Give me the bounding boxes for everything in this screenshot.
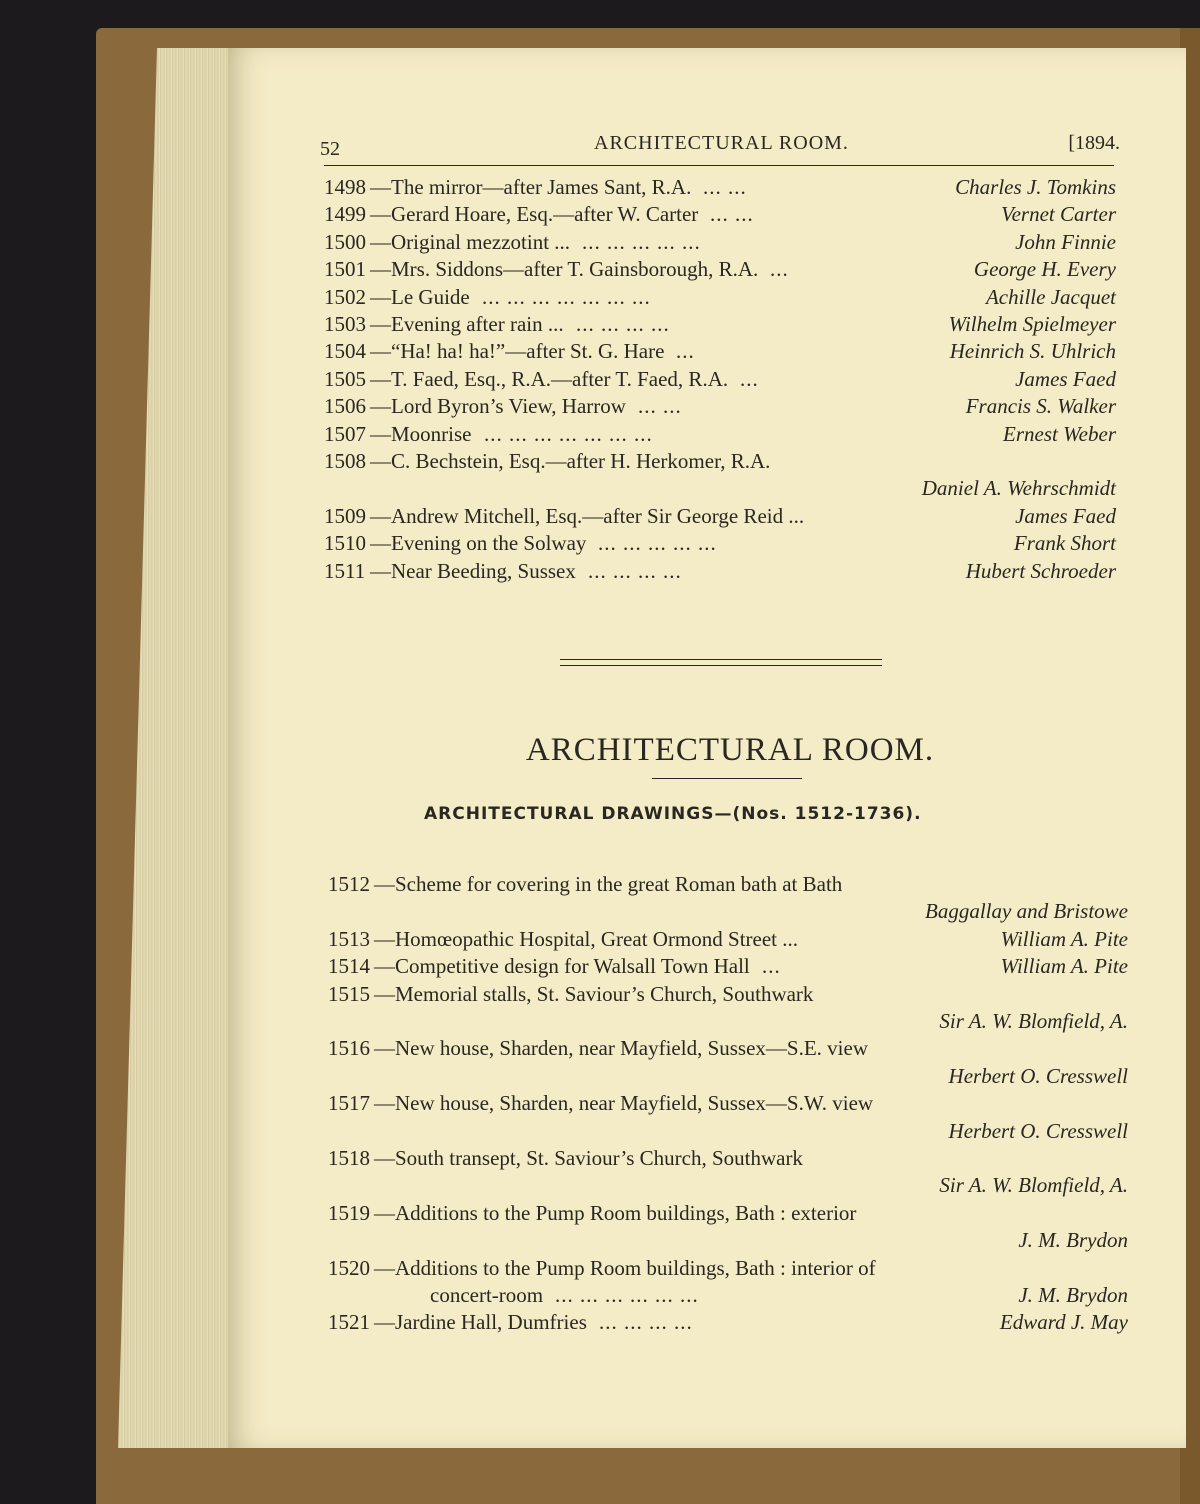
leader-dots: ... ... ... ... ... ... ...	[482, 284, 651, 309]
leader-dots: ... ... ... ...	[599, 1310, 693, 1335]
catalogue-entry	[328, 982, 1128, 1010]
entry-title: concert-room	[430, 1283, 544, 1307]
entry-number: 1503	[324, 312, 366, 336]
entry-number: 1519	[328, 1200, 370, 1225]
catalogue-entry	[328, 872, 1128, 900]
leader-dots: ... ... ... ...	[588, 558, 682, 583]
entry-title: —Mrs. Siddons—after T. Gainsborough, R.A.	[370, 257, 759, 282]
entry-title: —New house, Sharden, near Mayfield, Sussex—S.W. view	[374, 1091, 874, 1116]
entry-artist: William A. Pite	[1000, 926, 1128, 951]
entry-number: 1501	[324, 257, 366, 282]
catalogue-entry	[328, 1091, 1128, 1119]
entry-number: 1513	[328, 926, 370, 951]
leader-dots: ... ... ... ...	[576, 312, 670, 336]
catalogue-entry	[324, 312, 1116, 340]
running-header	[320, 132, 1120, 162]
catalogue-entry	[328, 1064, 1128, 1092]
entry-title: —Homœopathic Hospital, Great Ormond Street ...	[374, 926, 798, 951]
catalogue-entry	[328, 1201, 1128, 1229]
catalogue-entry	[328, 1173, 1128, 1201]
entry-number: 1500	[324, 229, 366, 254]
entry-number: 1504	[324, 339, 366, 364]
entry-number: 1499	[324, 202, 366, 227]
catalogue-entry	[324, 257, 1116, 285]
entry-number: 1508	[324, 449, 366, 473]
entry-title: —Lord Byron’s View, Harrow	[370, 394, 626, 419]
leader-dots: ...	[762, 954, 781, 979]
entry-title: —Evening on the Solway	[370, 531, 587, 556]
entry-title: —Competitive design for Walsall Town Hall	[374, 954, 750, 979]
catalogue-entry	[324, 175, 1116, 203]
catalogue-entry	[324, 476, 1116, 504]
catalogue-entry	[328, 1283, 1128, 1311]
entry-artist: Francis S. Walker	[965, 394, 1116, 419]
entry-number: 1515	[328, 981, 370, 1006]
catalogue-entry	[324, 394, 1116, 422]
leader-dots: ... ...	[710, 202, 754, 227]
entry-number: 1506	[324, 394, 366, 419]
entry-artist: J. M. Brydon	[1018, 1228, 1128, 1253]
catalogue-entry	[324, 230, 1116, 258]
leader-dots: ... ... ... ... ...	[598, 531, 717, 556]
catalogue-entry	[328, 899, 1128, 927]
entry-title: —Evening after rain ...	[370, 312, 564, 336]
entry-title: —“Ha! ha! ha!”—after St. G. Hare	[370, 339, 665, 364]
section-title: ARCHITECTURAL ROOM.	[525, 732, 935, 768]
section-subtitle: ARCHITECTURAL DRAWINGS—(Nos. 1512-1736).	[424, 804, 922, 824]
entry-title: —Scheme for covering in the great Roman bath at Bath	[374, 872, 843, 896]
catalogue-entry	[328, 1146, 1128, 1174]
catalogue-entry	[324, 285, 1116, 313]
entry-artist: Wilhelm Spielmeyer	[948, 312, 1116, 336]
entry-number: 1510	[324, 531, 366, 556]
catalogue-entry	[328, 927, 1128, 955]
entry-artist: Edward J. May	[999, 1310, 1128, 1335]
entry-number: 1505	[324, 366, 366, 391]
entry-number: 1509	[324, 503, 366, 528]
leader-dots: ... ...	[638, 394, 682, 419]
entry-number: 1520	[328, 1255, 370, 1280]
entry-artist: Heinrich S. Uhlrich	[949, 339, 1116, 364]
entry-number: 1512	[328, 872, 370, 896]
entry-artist: Frank Short	[1013, 531, 1116, 556]
entry-title: —Jardine Hall, Dumfries	[374, 1310, 587, 1335]
leader-dots: ... ... ... ... ...	[582, 229, 701, 254]
entry-artist: Herbert O. Cresswell	[948, 1063, 1128, 1088]
entry-artist: Baggallay and Bristowe	[925, 899, 1128, 924]
entry-title: —Original mezzotint ...	[370, 229, 571, 254]
catalogue-entry	[328, 954, 1128, 982]
entry-artist: Ernest Weber	[1003, 421, 1116, 446]
catalogue-entry	[328, 1228, 1128, 1256]
entry-title: —New house, Sharden, near Mayfield, Sussex—S.E. view	[374, 1036, 868, 1061]
catalogue-entry	[324, 367, 1116, 395]
header-year: [1894.	[1068, 132, 1120, 154]
entry-title: —The mirror—after James Sant, R.A.	[370, 175, 692, 199]
entry-title: —Le Guide	[370, 284, 470, 309]
entry-number: 1502	[324, 284, 366, 309]
catalogue-entry	[324, 449, 1116, 477]
entry-title: —Moonrise	[370, 421, 472, 446]
entry-title: —Gerard Hoare, Esq.—after W. Carter	[370, 202, 699, 227]
entry-artist: J. M. Brydon	[1018, 1283, 1128, 1307]
entry-title: —Memorial stalls, St. Saviour’s Church, Southwark	[374, 981, 814, 1006]
entry-number: 1511	[324, 558, 366, 583]
leader-dots: ... ... ... ... ... ... ...	[484, 421, 653, 446]
entry-artist: George H. Every	[973, 257, 1116, 282]
entry-title: —C. Bechstein, Esq.—after H. Herkomer, R.A.	[370, 449, 771, 473]
catalogue-entry	[324, 559, 1116, 587]
entry-artist: William A. Pite	[1000, 954, 1128, 979]
entry-artist: Hubert Schroeder	[965, 558, 1116, 583]
entry-artist: Achille Jacquet	[985, 284, 1116, 309]
entry-artist: James Faed	[1015, 503, 1116, 528]
header-rule	[324, 165, 1114, 166]
section-divider	[560, 659, 882, 666]
entry-number: 1521	[328, 1310, 370, 1335]
entry-title: —Near Beeding, Sussex	[370, 558, 576, 583]
entry-artist: Sir A. W. Blomfield, A.	[939, 1173, 1128, 1198]
leader-dots: ... ...	[703, 175, 747, 199]
catalogue-entry	[328, 1036, 1128, 1064]
entry-artist: Daniel A. Wehrschmidt	[921, 476, 1116, 501]
catalogue-entry	[328, 1310, 1128, 1338]
catalogue-entry	[324, 202, 1116, 230]
entry-title: —Additions to the Pump Room buildings, Bath : exterior	[374, 1200, 857, 1225]
entry-artist: Vernet Carter	[1001, 202, 1116, 227]
section-title-rule	[652, 778, 802, 779]
page-number: 52	[320, 138, 340, 160]
entry-artist: Sir A. W. Blomfield, A.	[939, 1009, 1128, 1033]
catalogue-entry	[324, 531, 1116, 559]
leader-dots: ...	[770, 257, 789, 282]
catalogue-entry	[328, 1119, 1128, 1147]
catalogue-entry	[324, 339, 1116, 367]
leader-dots: ...	[676, 339, 695, 364]
leader-dots: ... ... ... ... ... ...	[555, 1283, 699, 1307]
entry-title: —Andrew Mitchell, Esq.—after Sir George Reid ...	[370, 503, 805, 528]
catalogue-entry	[328, 1256, 1128, 1284]
entry-artist: John Finnie	[1015, 229, 1116, 254]
entry-title: —Additions to the Pump Room buildings, Bath : interior of	[374, 1255, 876, 1280]
catalogue-entry	[324, 422, 1116, 450]
leader-dots: ...	[740, 366, 759, 391]
entry-artist: Charles J. Tomkins	[955, 175, 1116, 199]
entry-number: 1517	[328, 1091, 370, 1116]
entry-number: 1518	[328, 1146, 370, 1170]
entry-number: 1514	[328, 954, 370, 979]
entry-number: 1516	[328, 1036, 370, 1061]
entry-title: —T. Faed, Esq., R.A.—after T. Faed, R.A.	[370, 366, 729, 391]
catalogue-entry	[328, 1009, 1128, 1037]
catalogue-entry	[324, 504, 1116, 532]
entry-number: 1498	[324, 175, 366, 199]
entry-artist: James Faed	[1015, 366, 1116, 391]
entry-number: 1507	[324, 421, 366, 446]
entry-title: —South transept, St. Saviour’s Church, Southwark	[374, 1146, 803, 1170]
running-title: ARCHITECTURAL ROOM.	[594, 132, 849, 154]
entry-artist: Herbert O. Cresswell	[948, 1118, 1128, 1143]
